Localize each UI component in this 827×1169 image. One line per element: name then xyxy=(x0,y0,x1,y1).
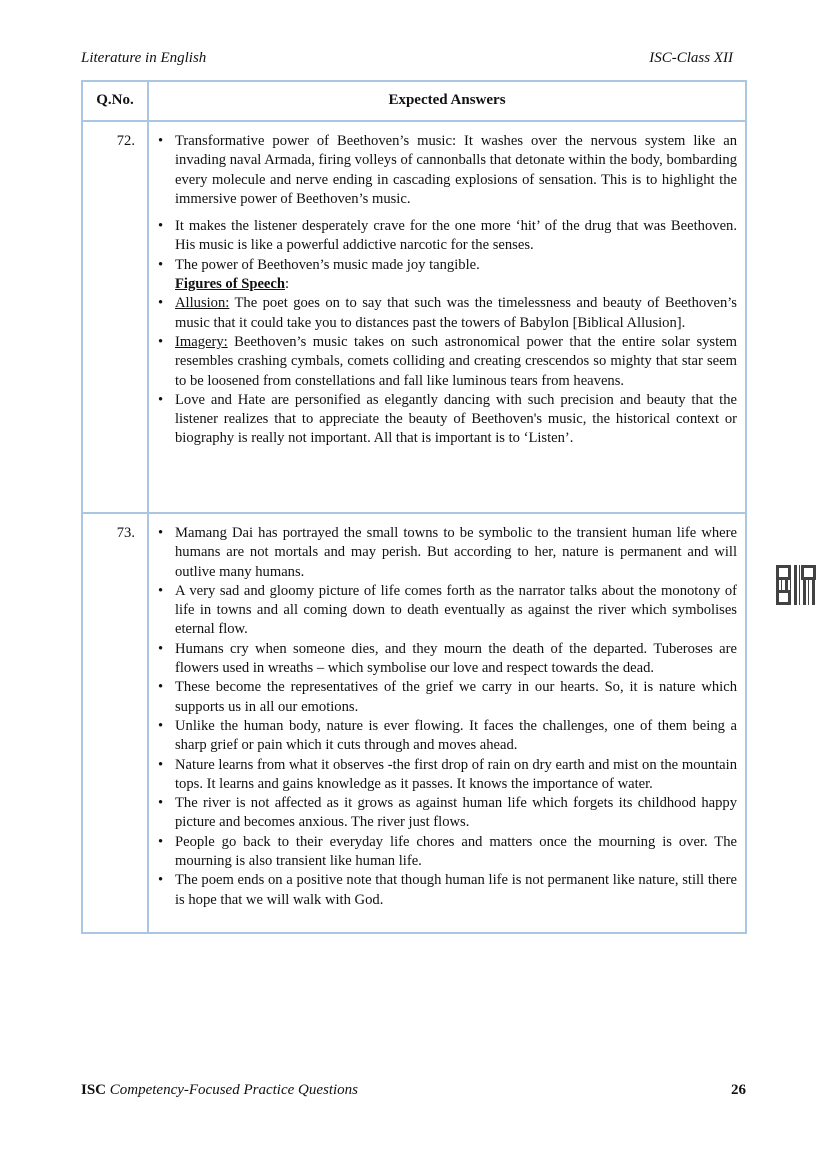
list-item: • These become the representatives of the grief we carry in our hearts. So, it is nature which supports us in all our emotions. xyxy=(175,678,737,717)
answer-list xyxy=(157,132,737,275)
list-item: • Love and Hate are personified as elegantly dancing with such precision and beauty that the listener realizes that to appreciate the beauty of Beethoven's music, the historical context or biography is really not important. All that is important is to ‘Listen’. xyxy=(175,391,737,449)
answer-list xyxy=(157,524,737,910)
figures-of-speech-heading: Figures of Speech: xyxy=(175,276,290,293)
list-item: • People go back to their everyday life chores and matters once the mourning is over. The mourning is also transient like human life. xyxy=(175,833,737,872)
list-item: • Nature learns from what it observes -the first drop of rain on dry earth and mist on the mountain tops. It learns and gains knowledge as it passes. It knows the importance of water. xyxy=(175,756,737,795)
column-header-answers: Expected Answers xyxy=(148,81,746,121)
list-item: • Mamang Dai has portrayed the small towns to be symbolic to the transient human life where humans are not mortals and may perish. But according to her, nature is permanent and will outlive many humans. xyxy=(175,524,737,582)
list-item: • A very sad and gloomy picture of life comes forth as the narrator talks about the monotony of life in towns and all coming down to death eventually as against the river which symbolises eternal flow. xyxy=(175,582,737,640)
table-row xyxy=(82,121,746,513)
list-item: • Humans cry when someone dies, and they mourn the death of the departed. Tuberoses are flowers used in wreaths – which symbolise our love and respect towards the dead. xyxy=(175,640,737,679)
list-item: • Imagery: Beethoven’s music takes on such astronomical power that the entire solar system resembles crashing cymbals, comets colliding and creating crescendos so mighty that star seem to be loosened from constellations and fall like luminous tears from heavens. xyxy=(175,333,737,391)
list-item: • Transformative power of Beethoven’s music: It washes over the nervous system like an invading naval Armada, firing volleys of cannonballs that detonate within the body, bombarding every molecule and nerve ending in cascading explosions of sensation. This is to highlight the immersive power of Beethoven’s music. xyxy=(175,132,737,209)
list-item: • The poem ends on a positive note that though human life is not permanent like nature, still there is hope that we will walk with God. xyxy=(175,871,737,910)
figures-list xyxy=(157,294,737,448)
running-header-class: ISC-Class XII xyxy=(649,50,733,66)
list-item: • The power of Beethoven’s music made joy tangible. xyxy=(175,256,737,275)
list-item: • It makes the listener desperately crave for the one more ‘hit’ of the drug that was Beethoven. His music is like a powerful addictive narcotic for the senses. xyxy=(175,217,737,256)
question-number: 72. xyxy=(82,121,148,513)
column-header-qno: Q.No. xyxy=(82,81,148,121)
footer-title: ISC Competency-Focused Practice Questions xyxy=(81,1082,359,1098)
answers-table xyxy=(81,80,747,934)
qr-code-icon[interactable] xyxy=(776,565,816,605)
running-header-subject: Literature in English xyxy=(81,50,207,66)
answer-cell xyxy=(148,121,746,513)
question-number: 73. xyxy=(82,513,148,933)
table-header-row xyxy=(82,81,746,121)
answer-cell xyxy=(148,513,746,933)
list-item: • Allusion: The poet goes on to say that such was the timelessness and beauty of Beethoven’s music that it could take you to distances past the towers of Babylon [Biblical Allusion]. xyxy=(175,294,737,333)
list-item: • Unlike the human body, nature is ever flowing. It faces the challenges, one of them being a sharp grief or pain which it cuts through and moves ahead. xyxy=(175,717,737,756)
table-row xyxy=(82,513,746,933)
page-number: 26 xyxy=(731,1082,746,1098)
list-item: • The river is not affected as it grows as against human life which forgets its childhood happy picture and becomes anxious. The river just flows. xyxy=(175,794,737,833)
